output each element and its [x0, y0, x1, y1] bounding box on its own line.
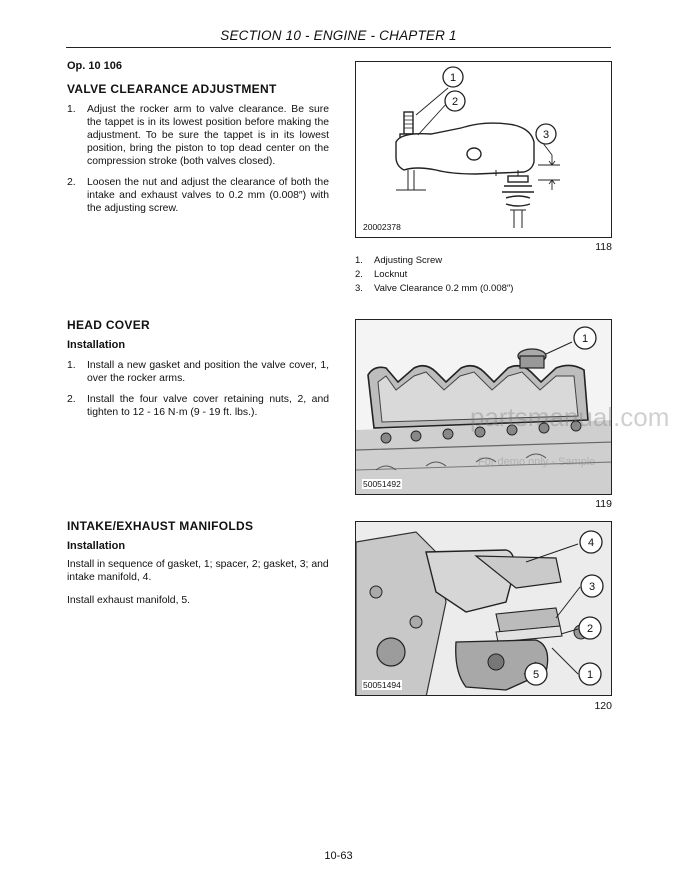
manifolds-illustration	[356, 522, 612, 696]
legend-text: Locknut	[374, 269, 408, 280]
head-cover-title: HEAD COVER	[67, 318, 151, 332]
callout-5: 5	[532, 669, 540, 681]
legend-number: 1.	[355, 255, 363, 266]
callout-4: 4	[587, 537, 595, 549]
callout-1: 1	[581, 333, 589, 345]
valve-clearance-title: VALVE CLEARANCE ADJUSTMENT	[67, 82, 277, 96]
callout-2: 2	[586, 623, 594, 635]
manifolds-paragraph: Install exhaust manifold, 5.	[67, 595, 191, 606]
figure-code: 50051492	[363, 479, 401, 489]
callout-1: 1	[586, 669, 594, 681]
section-header: SECTION 10 - ENGINE - CHAPTER 1	[220, 28, 457, 43]
figure-118-rocker-arm	[355, 61, 612, 238]
callout-3: 3	[588, 581, 596, 593]
manifolds-title: INTAKE/EXHAUST MANIFOLDS	[67, 519, 254, 533]
callout-2: 2	[451, 96, 459, 108]
operation-number: Op. 10 106	[67, 60, 123, 72]
step-item	[67, 359, 329, 385]
step-text: Adjust the rocker arm to valve clearance. Be sure the tappet is in its lowest position before making the adjustment. To be sure the tappet is in its lowest position, bring the piston to top dead center on the compression stroke (both valves closed).	[87, 104, 329, 167]
header-divider	[66, 47, 611, 48]
figure-number: 118	[595, 241, 612, 253]
figure-120-manifolds	[355, 521, 612, 696]
figure-118-legend	[355, 254, 513, 296]
step-item	[67, 393, 329, 419]
figure-number: 120	[594, 700, 612, 712]
manifolds-subtitle: Installation	[67, 540, 126, 552]
legend-number: 2.	[355, 269, 363, 280]
rocker-arm-illustration	[356, 62, 612, 238]
step-item	[67, 103, 329, 168]
step-item	[67, 176, 329, 215]
figure-code: 50051494	[363, 680, 401, 690]
legend-number: 3.	[355, 283, 363, 294]
callout-3: 3	[542, 129, 550, 141]
legend-text: Adjusting Screw	[374, 255, 443, 266]
head-cover-subtitle: Installation	[67, 339, 126, 351]
step-number: 1.	[67, 104, 76, 115]
valve-clearance-steps	[67, 103, 329, 223]
head-cover-steps	[67, 359, 329, 427]
step-text: Install the four valve cover retaining nuts, 2, and tighten to 12 - 16 N·m (9 - 19 ft. lbs.).	[87, 394, 329, 418]
legend-text: Valve Clearance 0.2 mm (0.008″)	[374, 283, 514, 294]
step-text: Loosen the nut and adjust the clearance of both the intake and exhaust valves to 0.2 mm (0.008″) with the adjusting screw.	[87, 177, 329, 214]
legend-item	[355, 254, 513, 268]
manifolds-paragraph: Install in sequence of gasket, 1; spacer, 2; gasket, 3; and intake manifold, 4.	[67, 559, 329, 583]
step-number: 2.	[67, 177, 76, 188]
figure-number: 119	[595, 498, 612, 510]
watermark-main: partsmanual.com	[470, 402, 670, 432]
figure-code: 20002378	[363, 222, 401, 232]
legend-item	[355, 268, 513, 282]
step-text: Install a new gasket and position the valve cover, 1, over the rocker arms.	[87, 360, 329, 384]
legend-item	[355, 282, 513, 296]
callout-1: 1	[449, 72, 457, 84]
step-number: 1.	[67, 360, 76, 371]
page-number: 10-63	[324, 850, 353, 862]
step-number: 2.	[67, 394, 76, 405]
watermark-sub: For demo only - Sample	[478, 456, 596, 468]
